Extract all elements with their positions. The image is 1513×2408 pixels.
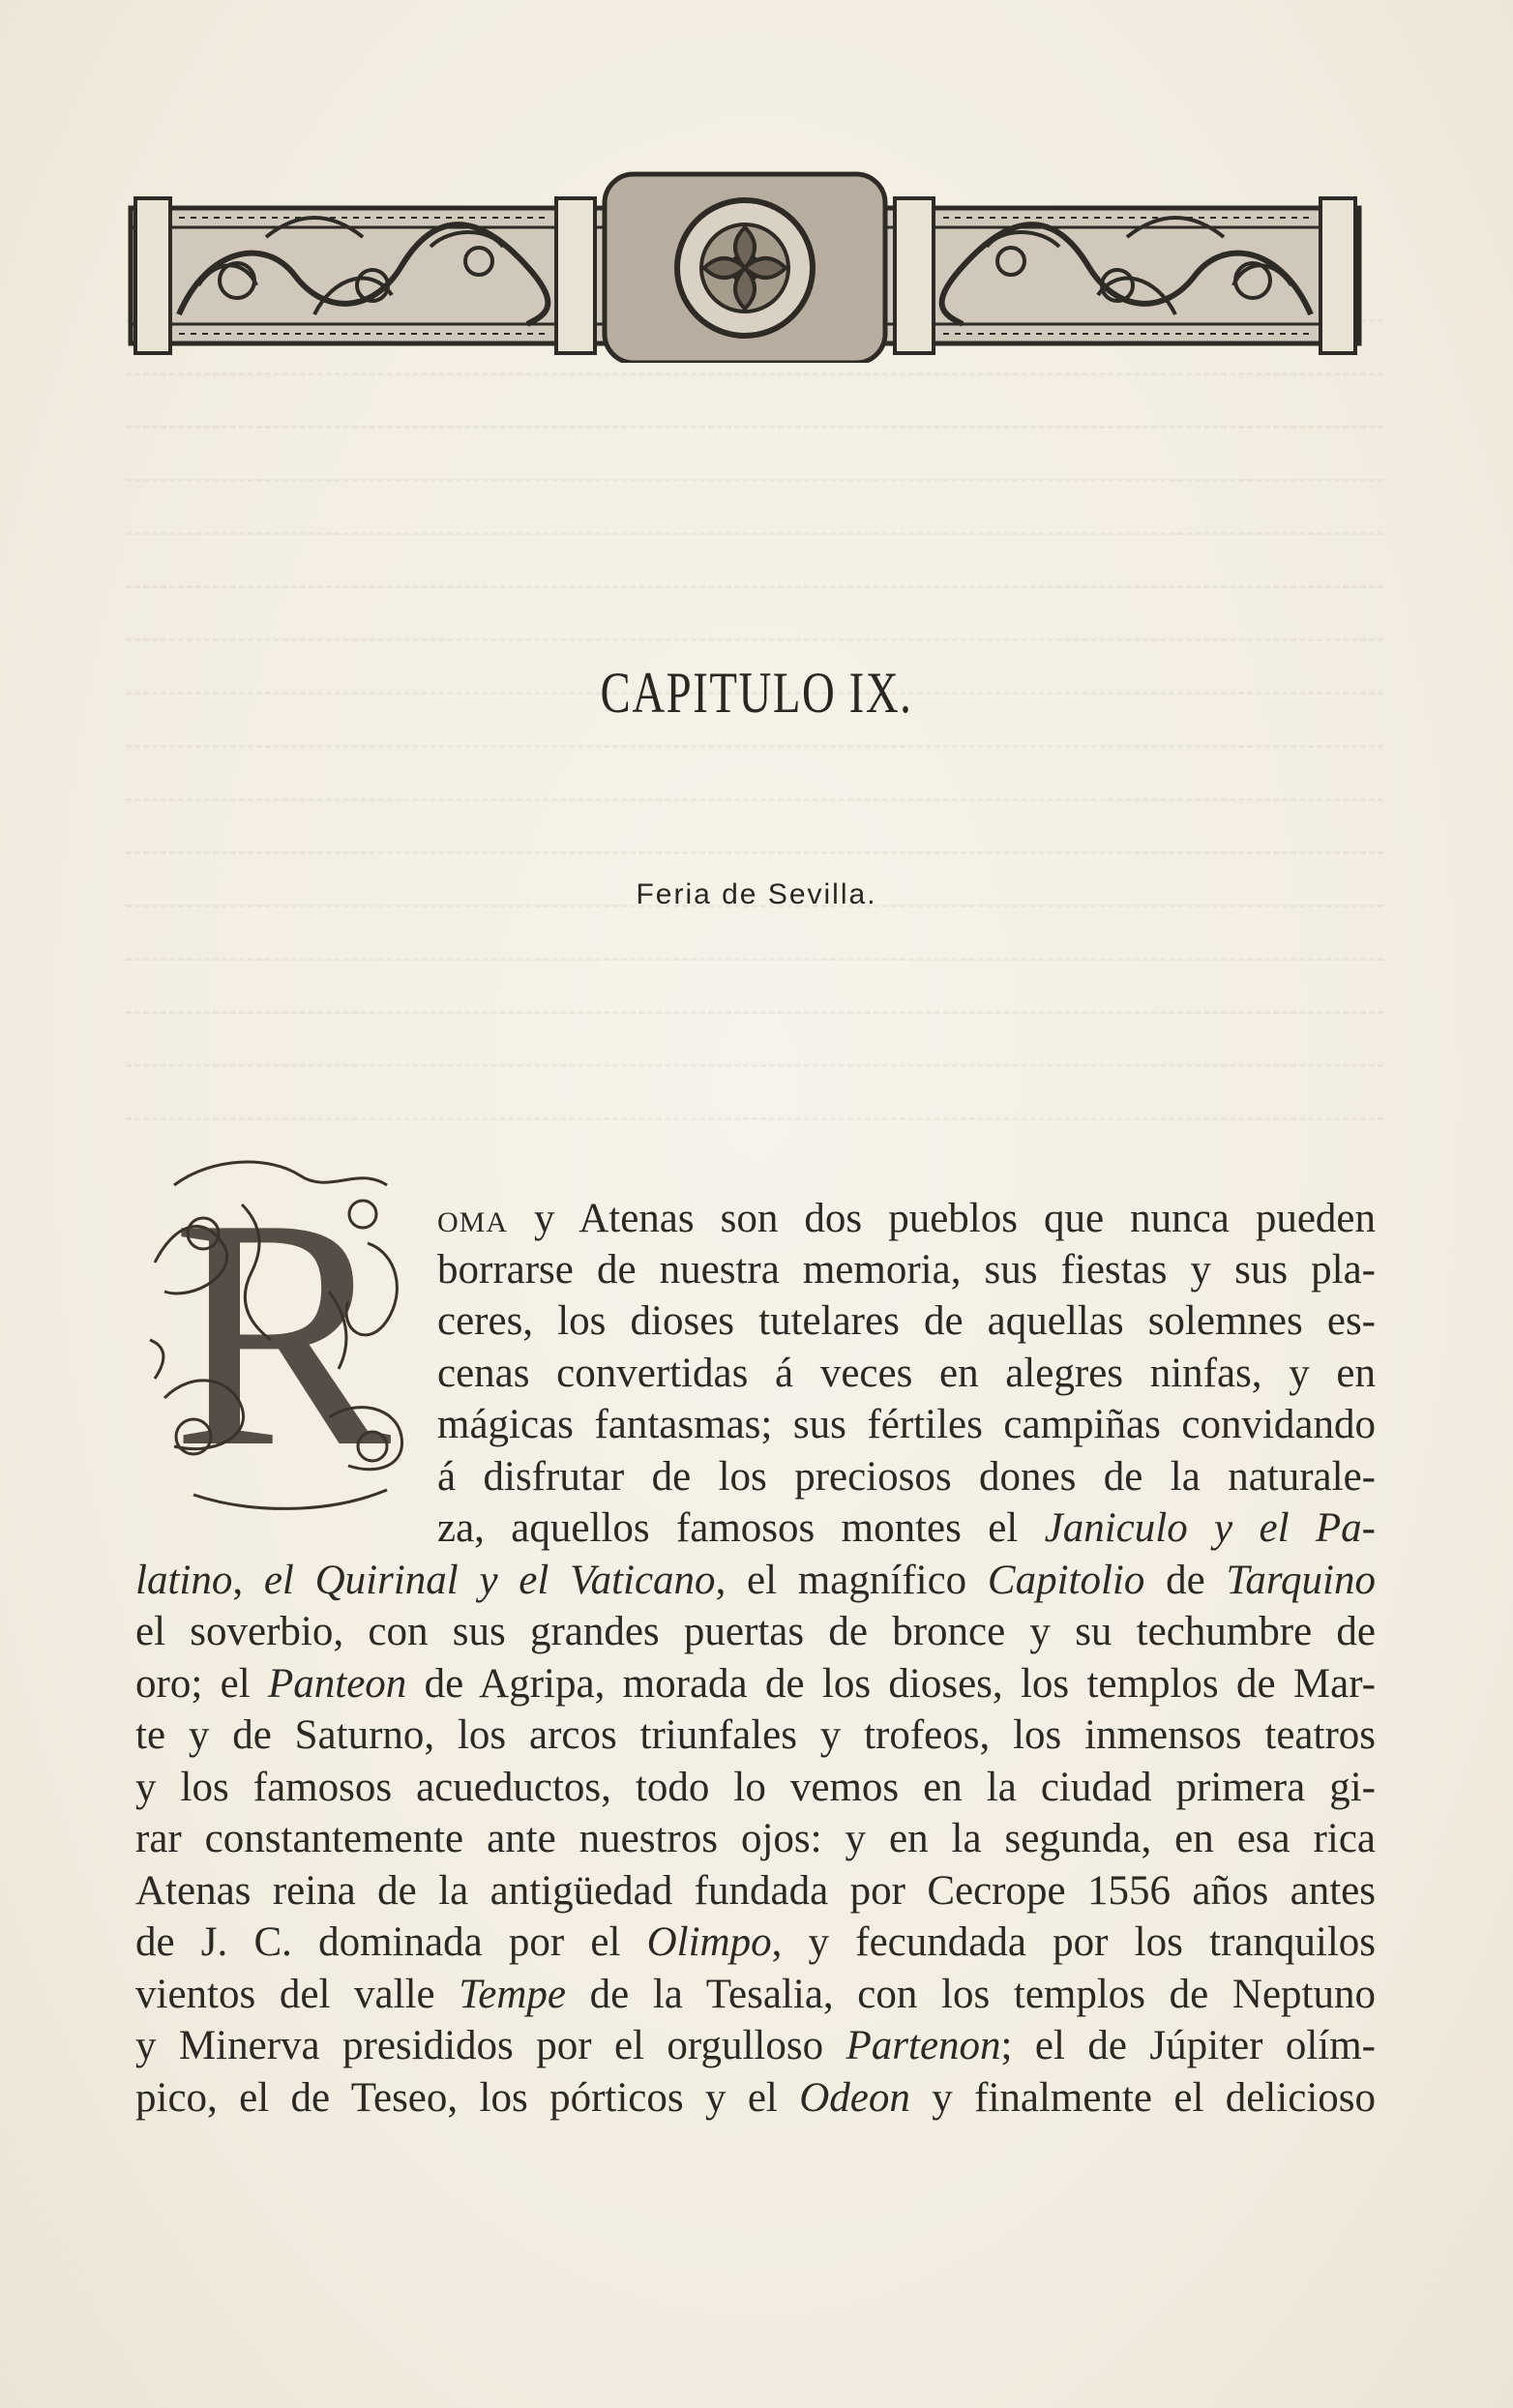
text-line	[437, 1503, 1376, 1554]
text-line: Atenas reina de la antigüedad fundada por Cecrope 1556 años antes	[135, 1868, 1376, 1914]
italic-segment: latino	[135, 1558, 233, 1603]
text-line: á disfrutar de los preciosos dones de la naturale-	[437, 1454, 1376, 1500]
text-segment: pico, el de Teseo, los pórticos y el	[135, 2075, 800, 2121]
text-segment: za, aquellos famosos montes el	[437, 1505, 1045, 1551]
italic-segment: Panteon	[267, 1661, 407, 1707]
text-line	[135, 2021, 1376, 2071]
text-line	[135, 1970, 1376, 2020]
italic-segment: Tempe	[459, 1972, 566, 2017]
text-segment: , el magnífico	[715, 1558, 988, 1603]
show-through-bleed	[126, 319, 1383, 1190]
text-line: te y de Saturno, los arcos triunfales y trofeos, los inmensos teatros	[135, 1712, 1376, 1758]
text-line: y los famosos acueductos, todo lo vemos en la ciudad primera gi-	[135, 1765, 1376, 1810]
text-line	[437, 1194, 1376, 1244]
header-ornament-icon	[121, 169, 1369, 363]
text-segment: vientos del valle	[135, 1972, 460, 2017]
text-segment: ,	[232, 1558, 264, 1603]
italic-segment: Janiculo y el Pa-	[1044, 1505, 1376, 1551]
text-line: rar constantemente ante nuestros ojos: y en la segunda, en esa rica	[135, 1816, 1376, 1861]
text-line: el soverbio, con sus grandes puertas de bronce y su techumbre de	[135, 1609, 1376, 1654]
text-line: cenas convertidas á veces en alegres ninfas, y en	[437, 1351, 1376, 1396]
text-segment: y Atenas son dos pueblos que nunca pueden	[508, 1196, 1376, 1241]
text-segment: y finalmente el delicioso	[909, 2075, 1376, 2121]
text-line: ceres, los dioses tutelares de aquellas solemnes es-	[437, 1298, 1376, 1344]
italic-segment: Tarquino	[1226, 1558, 1376, 1603]
text-segment: de Agripa, morada de los dioses, los templos de Mar-	[406, 1661, 1376, 1707]
text-segment: de J. C. dominada por el	[135, 1919, 647, 1965]
text-line	[135, 1556, 1376, 1606]
chapter-title: CAPITULO IX.	[600, 661, 913, 725]
text-segment: oro; el	[135, 1661, 268, 1707]
text-segment: ; el de Júpiter olím-	[1000, 2023, 1376, 2068]
italic-segment: Odeon	[799, 2075, 910, 2121]
text-line: mágicas fantasmas; sus fértiles campiñas convidando	[437, 1402, 1376, 1447]
italic-segment: el Quirinal y el Vaticano	[263, 1558, 716, 1603]
text-line	[135, 1917, 1376, 1968]
dropcap-continuation: oma	[437, 1196, 509, 1241]
text-line: borrarse de nuestra memoria, sus fiestas y sus pla-	[437, 1247, 1376, 1293]
text-segment: , y fecundada por los tranquilos	[771, 1919, 1376, 1965]
text-segment: de	[1144, 1558, 1227, 1603]
text-segment: de la Tesalia, con los templos de Neptuno	[565, 1972, 1376, 2017]
italic-segment: Partenon	[846, 2023, 1001, 2068]
text-line	[135, 1659, 1376, 1709]
chapter-subtitle: Feria de Sevilla.	[636, 878, 877, 910]
text-line	[135, 2073, 1376, 2124]
dropcap-letter: R	[171, 1150, 392, 1515]
italic-segment: Olimpo	[646, 1919, 772, 1965]
italic-segment: Capitolio	[987, 1558, 1145, 1603]
text-segment: y Minerva presididos por el orgulloso	[135, 2023, 846, 2068]
